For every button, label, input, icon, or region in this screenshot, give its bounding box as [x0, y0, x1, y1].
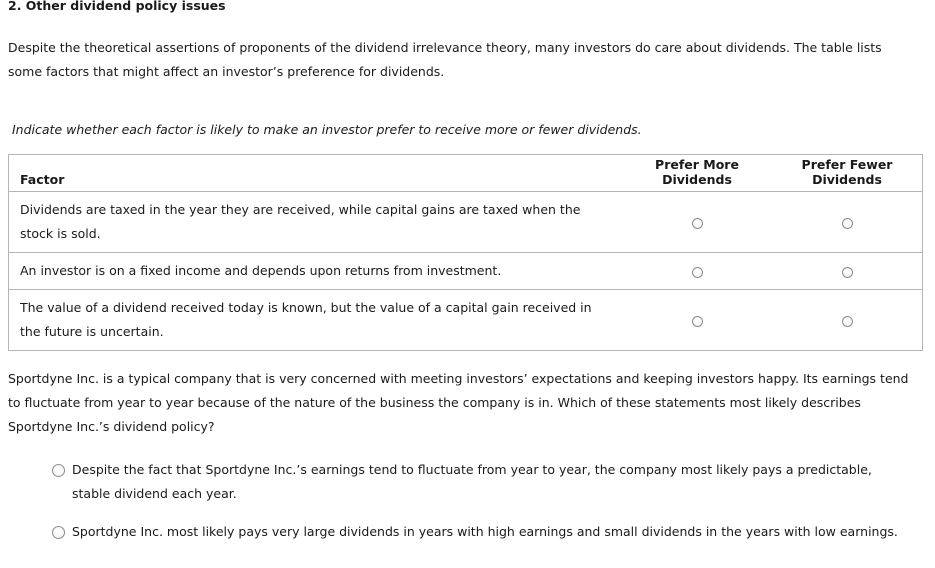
table-row: [9, 192, 923, 253]
factor-text: The value of a dividend received today is known, but the value of a capital gain received in the future is uncertain.: [9, 290, 623, 351]
factor-text: Dividends are taxed in the year they are received, while capital gains are taxed when the stock is sold.: [9, 192, 623, 253]
table-row: [9, 290, 923, 351]
choice-radio[interactable]: [52, 464, 65, 477]
choice-radio[interactable]: [52, 526, 65, 539]
prefer-fewer-radio[interactable]: [842, 316, 853, 327]
prefer-more-header-line2: Dividends: [662, 172, 732, 187]
radio-cell-more: [622, 290, 772, 351]
prefer-fewer-header-line1: Prefer Fewer: [801, 157, 893, 172]
table-header-row: [9, 155, 923, 192]
instruction-text: Indicate whether each factor is likely to make an investor prefer to receive more or fewer dividends.: [12, 122, 642, 137]
prefer-fewer-radio[interactable]: [842, 218, 853, 229]
radio-cell-more: [622, 192, 772, 253]
prefer-more-header-line1: Prefer More: [655, 157, 739, 172]
prefer-more-radio[interactable]: [692, 267, 703, 278]
radio-cell-fewer: [772, 290, 923, 351]
table-row: [9, 253, 923, 290]
factor-column-header: Factor: [9, 155, 623, 192]
radio-cell-fewer: [772, 253, 923, 290]
choice-text: Despite the fact that Sportdyne Inc.’s earnings tend to fluctuate from year to year, the company most likely pays a predictable, stable dividend each year.: [72, 462, 872, 501]
section-title: 2. Other dividend policy issues: [8, 0, 226, 13]
radio-cell-more: [622, 253, 772, 290]
choice-text: Sportdyne Inc. most likely pays very large dividends in years with high earnings and small dividends in the years with low earnings.: [72, 524, 898, 539]
prefer-more-radio[interactable]: [692, 218, 703, 229]
choice-option-residual[interactable]: [52, 520, 902, 544]
radio-cell-fewer: [772, 192, 923, 253]
prefer-more-radio[interactable]: [692, 316, 703, 327]
intro-paragraph: Despite the theoretical assertions of proponents of the dividend irrelevance theory, many investors do care about dividends. The table lists some factors that might affect an investor’s preference for dividends.: [8, 40, 882, 79]
prefer-more-column-header: [622, 155, 772, 192]
prefer-fewer-column-header: [772, 155, 923, 192]
factor-table: [8, 154, 923, 351]
prefer-fewer-radio[interactable]: [842, 267, 853, 278]
factor-text: An investor is on a fixed income and depends upon returns from investment.: [9, 253, 623, 290]
choice-option-stable[interactable]: [52, 458, 902, 506]
question-paragraph: Sportdyne Inc. is a typical company that is very concerned with meeting investors’ expectations and keeping investors happy. Its earnings tend to fluctuate from year to year because of the nature of the business the company is in. Which of these statements most likely describes Sportdyne Inc.’s dividend policy?: [8, 371, 909, 434]
prefer-fewer-header-line2: Dividends: [812, 172, 882, 187]
